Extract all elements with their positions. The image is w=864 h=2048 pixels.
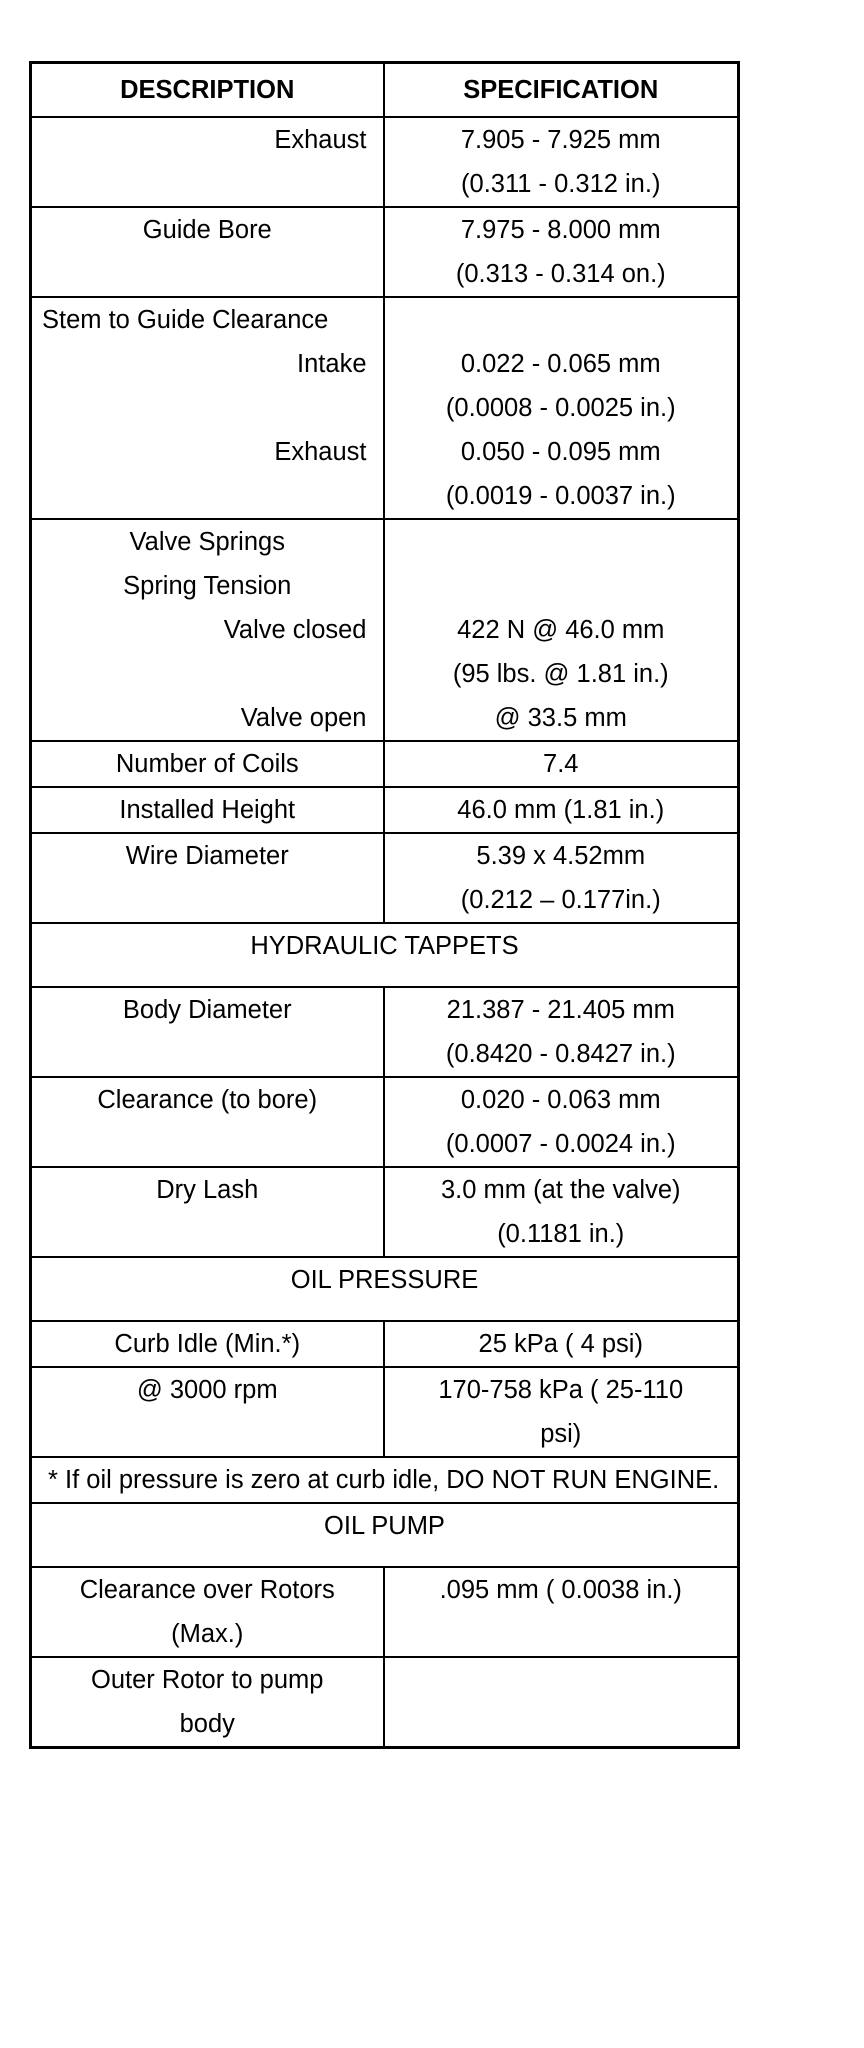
valve-open-label: Valve open — [240, 704, 367, 732]
dry-lash-spec-in: (0.1181 in.) — [497, 1220, 625, 1248]
stem-intake-spec-in: (0.0008 - 0.0025 in.) — [445, 394, 676, 422]
wire-diameter-label: Wire Diameter — [125, 842, 289, 870]
installed-height-spec: 46.0 mm (1.81 in.) — [457, 796, 665, 824]
table-row — [31, 297, 739, 519]
table-row — [31, 987, 739, 1077]
dry-lash-spec-cell — [384, 1167, 739, 1257]
table-row — [31, 207, 739, 297]
guide-bore-desc-cell — [31, 207, 384, 297]
table-row — [31, 787, 739, 833]
valve-open-spec: @ 33.5 mm — [494, 704, 627, 732]
valve-closed-spec-lbs: (95 lbs. @ 1.81 in.) — [452, 660, 669, 688]
stem-exhaust-spec-in: (0.0019 - 0.0037 in.) — [445, 482, 676, 510]
tappet-clearance-spec-in: (0.0007 - 0.0024 in.) — [445, 1130, 676, 1158]
body-diameter-desc-cell — [31, 987, 384, 1077]
installed-height-label: Installed Height — [119, 796, 296, 824]
installed-height-spec-cell — [384, 787, 739, 833]
rpm-3000-label: @ 3000 rpm — [136, 1376, 278, 1404]
stem-clearance-title: Stem to Guide Clearance — [42, 306, 329, 334]
rotors-desc-cell — [31, 1567, 384, 1657]
stem-clearance-desc-cell — [31, 297, 384, 519]
hydraulic-tappets-heading: HYDRAULIC TAPPETS — [31, 923, 739, 987]
section-row — [31, 923, 739, 987]
spring-tension-label: Spring Tension — [123, 572, 292, 600]
rotors-label: Clearance over Rotors (Max.) — [79, 1576, 335, 1648]
specification-table — [29, 61, 740, 1749]
curb-idle-spec: 25 kPa ( 4 psi) — [478, 1330, 643, 1358]
table-row — [31, 741, 739, 787]
oil-pressure-heading: OIL PRESSURE — [31, 1257, 739, 1321]
wire-diameter-spec-in: (0.212 – 0.177in.) — [460, 886, 661, 914]
dry-lash-desc-cell — [31, 1167, 384, 1257]
coils-label: Number of Coils — [115, 750, 299, 778]
exhaust-label: Exhaust — [274, 126, 367, 154]
stem-exhaust-label: Exhaust — [274, 438, 367, 466]
table-row — [31, 1321, 739, 1367]
exhaust-spec-cell — [384, 117, 739, 207]
curb-idle-spec-cell — [384, 1321, 739, 1367]
outer-rotor-label: Outer Rotor to pump body — [91, 1666, 324, 1738]
table-row — [31, 833, 739, 923]
curb-idle-desc-cell — [31, 1321, 384, 1367]
coils-desc-cell — [31, 741, 384, 787]
valve-springs-title: Valve Springs — [129, 528, 285, 556]
section-row — [31, 1257, 739, 1321]
valve-closed-label: Valve closed — [223, 616, 367, 644]
guide-bore-spec-mm: 7.975 - 8.000 mm — [460, 216, 661, 244]
rpm-3000-desc-cell — [31, 1367, 384, 1457]
tappet-clearance-spec-mm: 0.020 - 0.063 mm — [460, 1086, 661, 1114]
stem-clearance-spec-cell — [384, 297, 739, 519]
table-row — [31, 1367, 739, 1457]
curb-idle-label: Curb Idle (Min.*) — [114, 1330, 301, 1358]
table-row — [31, 1167, 739, 1257]
table-row — [31, 1567, 739, 1657]
body-diameter-spec-mm: 21.387 - 21.405 mm — [446, 996, 675, 1024]
rotors-spec-cell — [384, 1567, 739, 1657]
table-row — [31, 1657, 739, 1748]
wire-diameter-spec-cell — [384, 833, 739, 923]
specification-header: SPECIFICATION — [384, 63, 739, 118]
stem-intake-label: Intake — [297, 350, 367, 378]
guide-bore-label: Guide Bore — [142, 216, 272, 244]
rpm-3000-spec: 170-758 kPa ( 25-110 psi) — [438, 1376, 684, 1448]
exhaust-desc-cell — [31, 117, 384, 207]
oil-pump-heading: OIL PUMP — [31, 1503, 739, 1567]
dry-lash-label: Dry Lash — [156, 1176, 259, 1204]
tappet-clearance-spec-cell — [384, 1077, 739, 1167]
guide-bore-spec-in: (0.313 - 0.314 on.) — [455, 260, 666, 288]
valve-closed-spec-n: 422 N @ 46.0 mm — [457, 616, 665, 644]
coils-spec-cell — [384, 741, 739, 787]
wire-diameter-spec-mm: 5.39 x 4.52mm — [476, 842, 646, 870]
outer-rotor-spec-cell — [384, 1657, 739, 1748]
body-diameter-spec-in: (0.8420 - 0.8427 in.) — [445, 1040, 676, 1068]
section-row — [31, 1503, 739, 1567]
stem-exhaust-spec-mm: 0.050 - 0.095 mm — [460, 438, 661, 466]
note-row — [31, 1457, 739, 1503]
valve-springs-spec-cell — [384, 519, 739, 741]
tappet-clearance-label: Clearance (to bore) — [97, 1086, 318, 1114]
wire-diameter-desc-cell — [31, 833, 384, 923]
stem-intake-spec-mm: 0.022 - 0.065 mm — [460, 350, 661, 378]
valve-springs-desc-cell — [31, 519, 384, 741]
body-diameter-label: Body Diameter — [122, 996, 292, 1024]
table-row — [31, 117, 739, 207]
header-row — [31, 63, 739, 118]
rpm-3000-spec-cell — [384, 1367, 739, 1457]
tappet-clearance-desc-cell — [31, 1077, 384, 1167]
exhaust-spec-in: (0.311 - 0.312 in.) — [461, 170, 661, 198]
table-row — [31, 519, 739, 741]
exhaust-spec-mm: 7.905 - 7.925 mm — [460, 126, 661, 154]
rotors-spec: .095 mm ( 0.0038 in.) — [439, 1576, 682, 1604]
outer-rotor-desc-cell — [31, 1657, 384, 1748]
guide-bore-spec-cell — [384, 207, 739, 297]
table-row — [31, 1077, 739, 1167]
description-header: DESCRIPTION — [31, 63, 384, 118]
coils-spec: 7.4 — [543, 750, 579, 778]
dry-lash-spec-mm: 3.0 mm (at the valve) — [441, 1176, 681, 1204]
installed-height-desc-cell — [31, 787, 384, 833]
body-diameter-spec-cell — [384, 987, 739, 1077]
oil-pressure-warning: * If oil pressure is zero at curb idle, DO NOT RUN ENGINE. — [31, 1457, 739, 1503]
